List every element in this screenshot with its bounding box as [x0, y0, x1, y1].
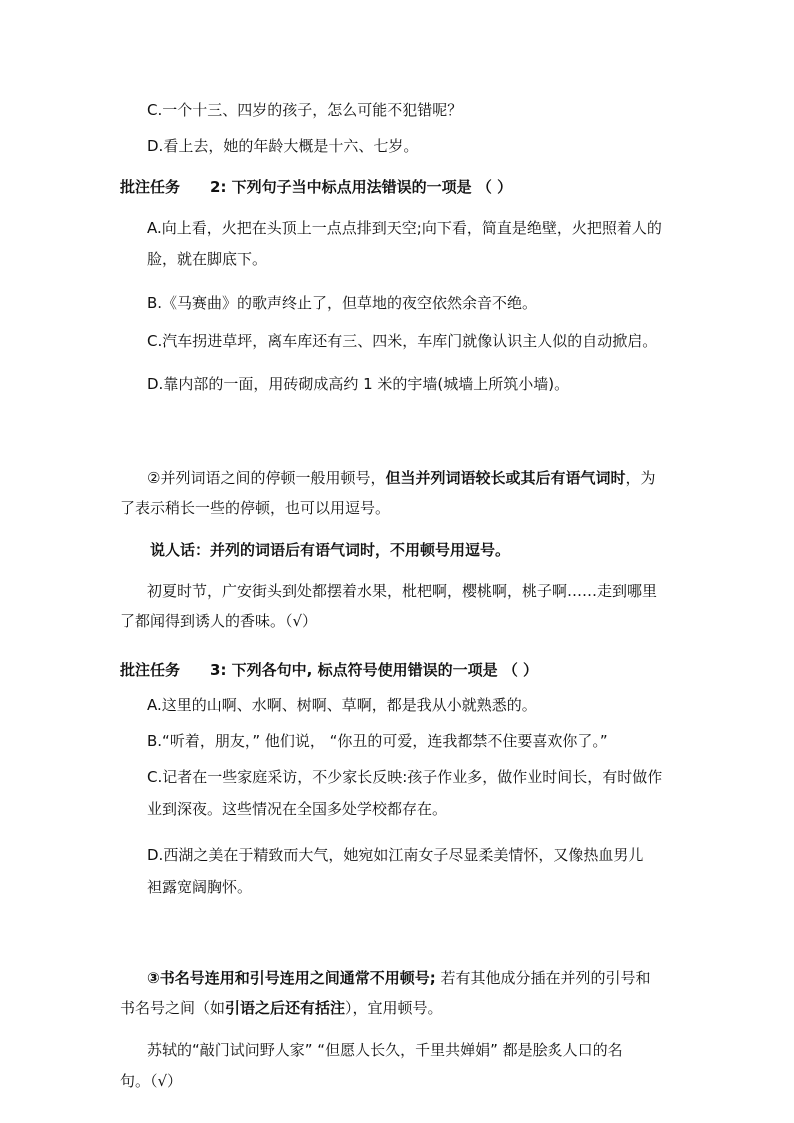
- q1-option-d: D.看上去，她的年龄大概是十六、七岁。: [147, 137, 419, 155]
- rule2-line2: 了表示稍长一些的停顿，也可以用逗号。: [120, 499, 391, 517]
- rule3-line1: [147, 968, 650, 988]
- rule3-line2-b: ），宜用顿号。: [345, 999, 443, 1017]
- task2-option-d: D.靠内部的一面，用砖砌成高约 1 米的宇墙(城墙上所筑小墙)。: [147, 375, 570, 393]
- task2-option-a-line1: A.向上看，火把在头顶上一点点排到天空;向下看，简直是绝壁，火把照着人的: [147, 219, 662, 237]
- task2-heading: [120, 177, 512, 197]
- rule2-part1: ②并列词语之间的停顿一般用顿号，: [147, 469, 386, 487]
- rule2-plain-talk: 说人话：并列的词语后有语气词时，不用顿号用逗号。: [150, 541, 511, 559]
- task3-option-c-line2: 业到深夜。这些情况在全国多处学校都存在。: [147, 800, 448, 818]
- task2-option-c: C.汽车拐进草坪，离车库还有三、四米，车库门就像认识主人似的自动掀启。: [147, 332, 658, 350]
- task3-heading: [120, 660, 538, 680]
- rule2-part3: ，为: [625, 469, 656, 487]
- rule2-example-line1: 初夏时节，广安街头到处都摆着水果，枇杷啊，樱桃啊，桃子啊……走到哪里: [147, 582, 658, 600]
- task2-question: 2: 下列句子当中标点用法错误的一项是 （ ）: [210, 178, 513, 196]
- task3-question: 3: 下列各句中, 标点符号使用错误的一项是 （ ）: [210, 661, 539, 679]
- task3-option-a: A.这里的山啊、水啊、树啊、草啊，都是我从小就熟悉的。: [147, 696, 537, 714]
- rule3-part2: 若有其他成分插在并列的引号和: [435, 969, 651, 987]
- rule2-emphasis: 但当并列词语较长或其后有语气词时: [385, 469, 626, 487]
- task3-label: 批注任务: [120, 661, 181, 679]
- rule3-line2: [120, 998, 443, 1018]
- rule3-example-line2: 句。（√）: [120, 1072, 183, 1090]
- task3-option-c-line1: C.记者在一些家庭采访，不少家长反映:孩子作业多，做作业时间长，有时做作: [147, 768, 663, 786]
- task3-option-d-line1: D.西湖之美在于精致而大气，她宛如江南女子尽显柔美情怀，又像热血男儿: [147, 846, 644, 864]
- rule3-example-line1: 苏轼的“敲门试问野人家” “但愿人长久，千里共婵娟” 都是脍炙人口的名: [147, 1041, 623, 1059]
- rule3-line2-emphasis: 引语之后还有括注: [225, 999, 346, 1017]
- task2-option-b: B.《马赛曲》的歌声终止了，但草地的夜空依然余音不绝。: [147, 294, 538, 312]
- task2-label: 批注任务: [120, 178, 181, 196]
- task3-option-d-line2: 袒露宽阔胸怀。: [147, 878, 253, 896]
- rule3-emphasis: ③书名号连用和引号连用之间通常不用顿号;: [147, 969, 436, 987]
- rule2-line1: [147, 468, 655, 488]
- task3-option-b: B.“听着，朋友，” 他们说， “你丑的可爱，连我都禁不住要喜欢你了。”: [147, 732, 608, 750]
- q1-option-c: C.一个十三、四岁的孩子，怎么可能不犯错呢？: [147, 101, 463, 119]
- rule3-line2-a: 书名号之间（如: [120, 999, 226, 1017]
- task2-option-a-line2: 脸，就在脚底下。: [147, 250, 268, 268]
- rule2-example-line2: 了都闻得到诱人的香味。（√）: [120, 612, 318, 630]
